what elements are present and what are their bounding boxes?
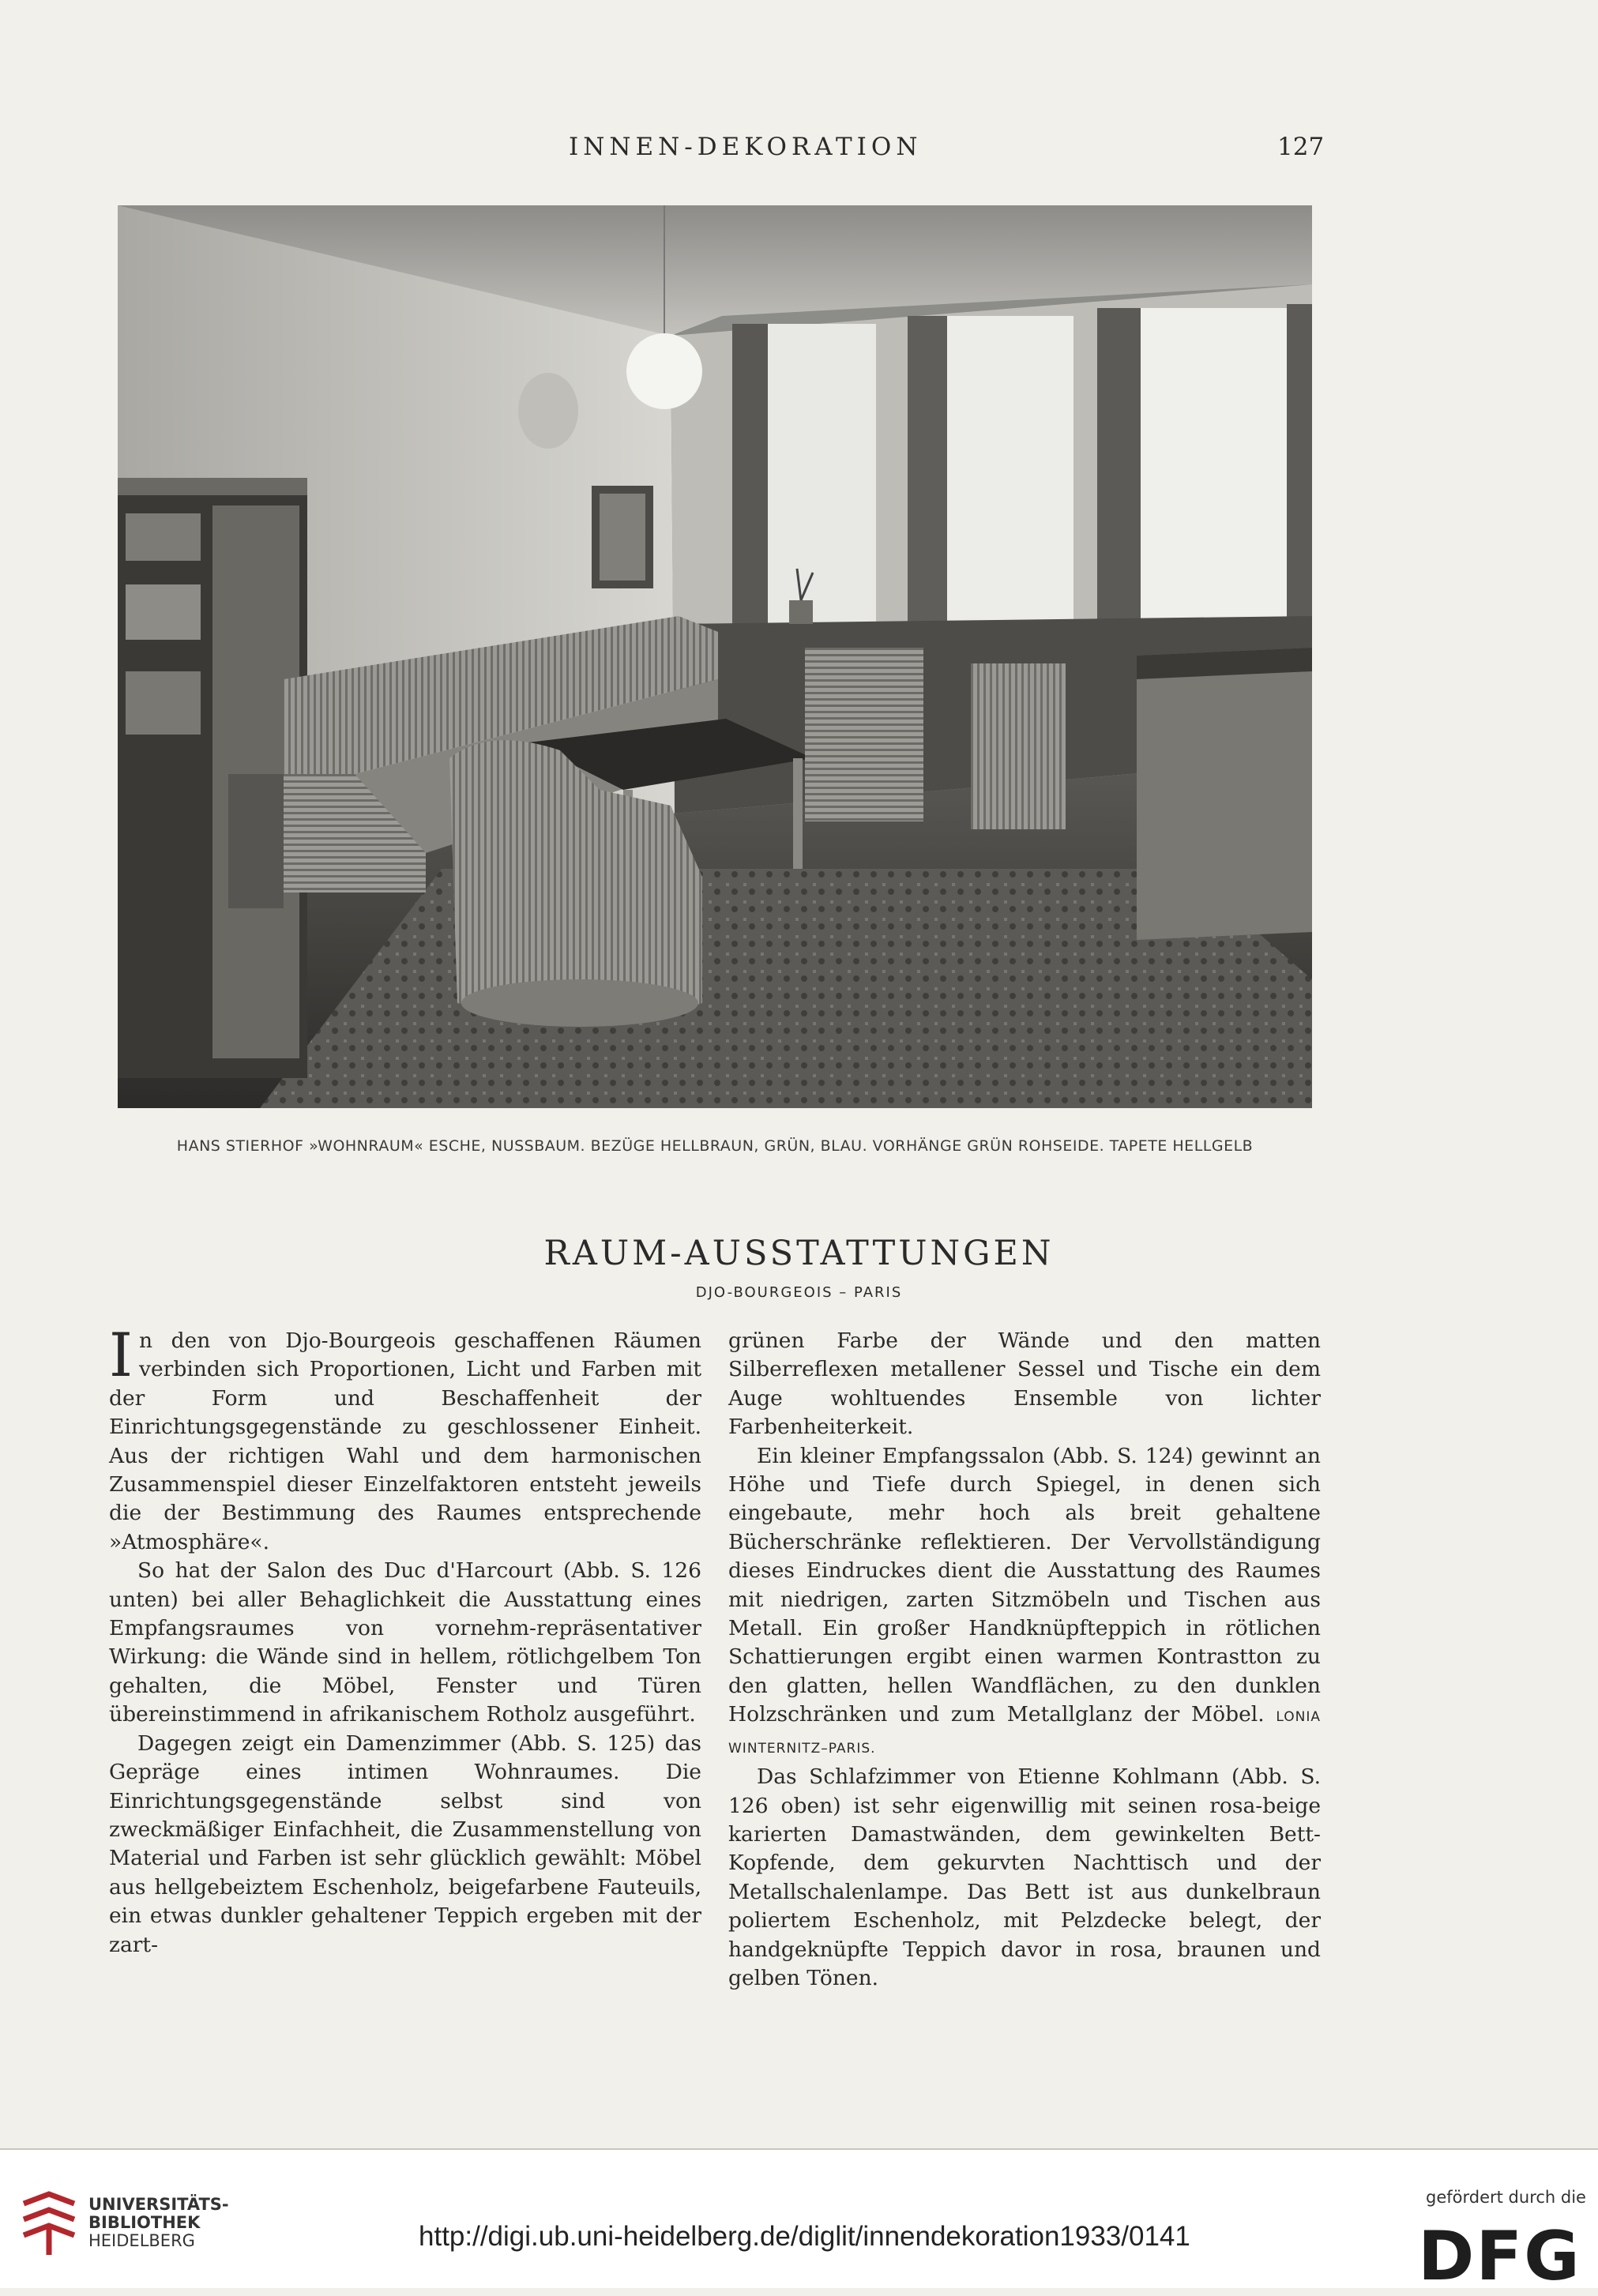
interior-photograph	[118, 205, 1312, 1108]
paragraph	[109, 1320, 701, 1557]
digitization-footer	[0, 2150, 1598, 2296]
article-byline: DJO-BOURGEOIS – PARIS	[695, 1284, 903, 1301]
paragraph: Das Schlafzimmer von Etienne Kohlmann (Abb. S. 126 oben) ist sehr eigenwillig mit seinen rosa-beige karierten Damastwänden, dem gewinkelten Bett-Kopfende, dem gekurvten Nachttisch und der Metallschalenlampe. Das Bett ist aus dunkelbraun poliertem Eschenholz, mit Pelzdecke belegt, der handgeknüpfte Teppich davor in rosa, braunen und gelben Tönen.	[728, 1764, 1321, 1990]
figure-caption: HANS STIERHOF »WOHNRAUM« ESCHE, NUSSBAUM. BEZÜGE HELLBRAUN, GRÜN, BLAU. VORHÄNGE GRÜN ROHSEIDE. TAPETE HELLGELB	[176, 1137, 1254, 1155]
paragraph-text: Ein kleiner Empfangssalon (Abb. S. 124) gewinnt an Höhe und Tiefe durch Spiegel, in denen sich eingebaute, mehr hoch als breit gehaltene Bücherschränke reflektieren. Der Vervollständigung dieses Eindruckes dient die Ausstattung des Raumes mit niedrigen, zarten Sitzmöbeln und Tischen aus Metall. Ein großer Handknüpfteppich in rötlichen Schattierungen ergibt einen warmen Kontrastton zu den glatten, hellen Wandflächen, zu den dunklen Holzschränken und zum Metallglanz der Möbel.	[728, 1443, 1321, 1727]
dfg-logo: DFG	[1418, 2217, 1581, 2296]
university-library-logo-icon	[17, 2188, 81, 2259]
page-number: 127	[1277, 133, 1325, 161]
text-column-right	[728, 1327, 1321, 1993]
library-name-line: HEIDELBERG	[88, 2231, 195, 2250]
text-column-left	[109, 1320, 701, 1960]
paragraph	[728, 1442, 1321, 1763]
funding-note: gefördert durch die	[1426, 2188, 1586, 2207]
drop-cap: I	[109, 1320, 133, 1390]
article-title: RAUM-AUSSTATTUNGEN	[543, 1234, 1055, 1273]
paragraph: grünen Farbe der Wände und den matten Silberreflexen metallener Sessel und Tische ein dem Auge wohltuendes Ensemble von lichter Farbenheiterkeit.	[728, 1328, 1321, 1440]
running-head: INNEN-DEKORATION	[569, 133, 923, 161]
author-signature: LONIA WINTERNITZ–PARIS.	[728, 1709, 1321, 1757]
library-name-line: UNIVERSITÄTS-	[88, 2195, 229, 2214]
paragraph: So hat der Salon des Duc d'Harcourt (Abb. S. 126 unten) bei aller Behaglichkeit die Ausstattung eines Empfangsraumes von vornehm-repräsentativer Wirkung: die Wände sind in hellem, rötlichgelbem Ton gehalten, die Möbel, Fenster und Türen übereinstimmend in afrikanischem Rotholz ausgeführt.	[109, 1558, 701, 1727]
library-name-line: BIBLIOTHEK	[88, 2213, 201, 2232]
paragraph-text: n den von Djo-Bourgeois geschaffenen Räumen verbinden sich Proportionen, Licht und Farben mit der Form und Beschaffenheit der Einrichtungsgegenstände zu geschlossener Einheit. Aus der richtigen Wahl und dem harmonischen Zusammenspiel dieser Einzelfaktoren entsteht jeweils die der Bestimmung des Raumes entsprechende »Atmosphäre«.	[109, 1328, 701, 1554]
permalink-url[interactable]: http://digi.ub.uni-heidelberg.de/diglit/innendekoration1933/0141	[419, 2221, 1190, 2252]
library-name	[88, 2196, 229, 2250]
paragraph: Dagegen zeigt ein Damenzimmer (Abb. S. 125) das Gepräge eines intimen Wohnraumes. Die Einrichtungsgegenstände selbst sind von zweckmäßiger Einfachheit, die Zusammenstellung von Material und Farben ist sehr glücklich gewählt: Möbel aus hellgebeiztem Eschenholz, beigefarbene Fauteuils, ein etwas dunkler gehaltener Teppich ergeben mit der zart-	[109, 1730, 701, 1957]
